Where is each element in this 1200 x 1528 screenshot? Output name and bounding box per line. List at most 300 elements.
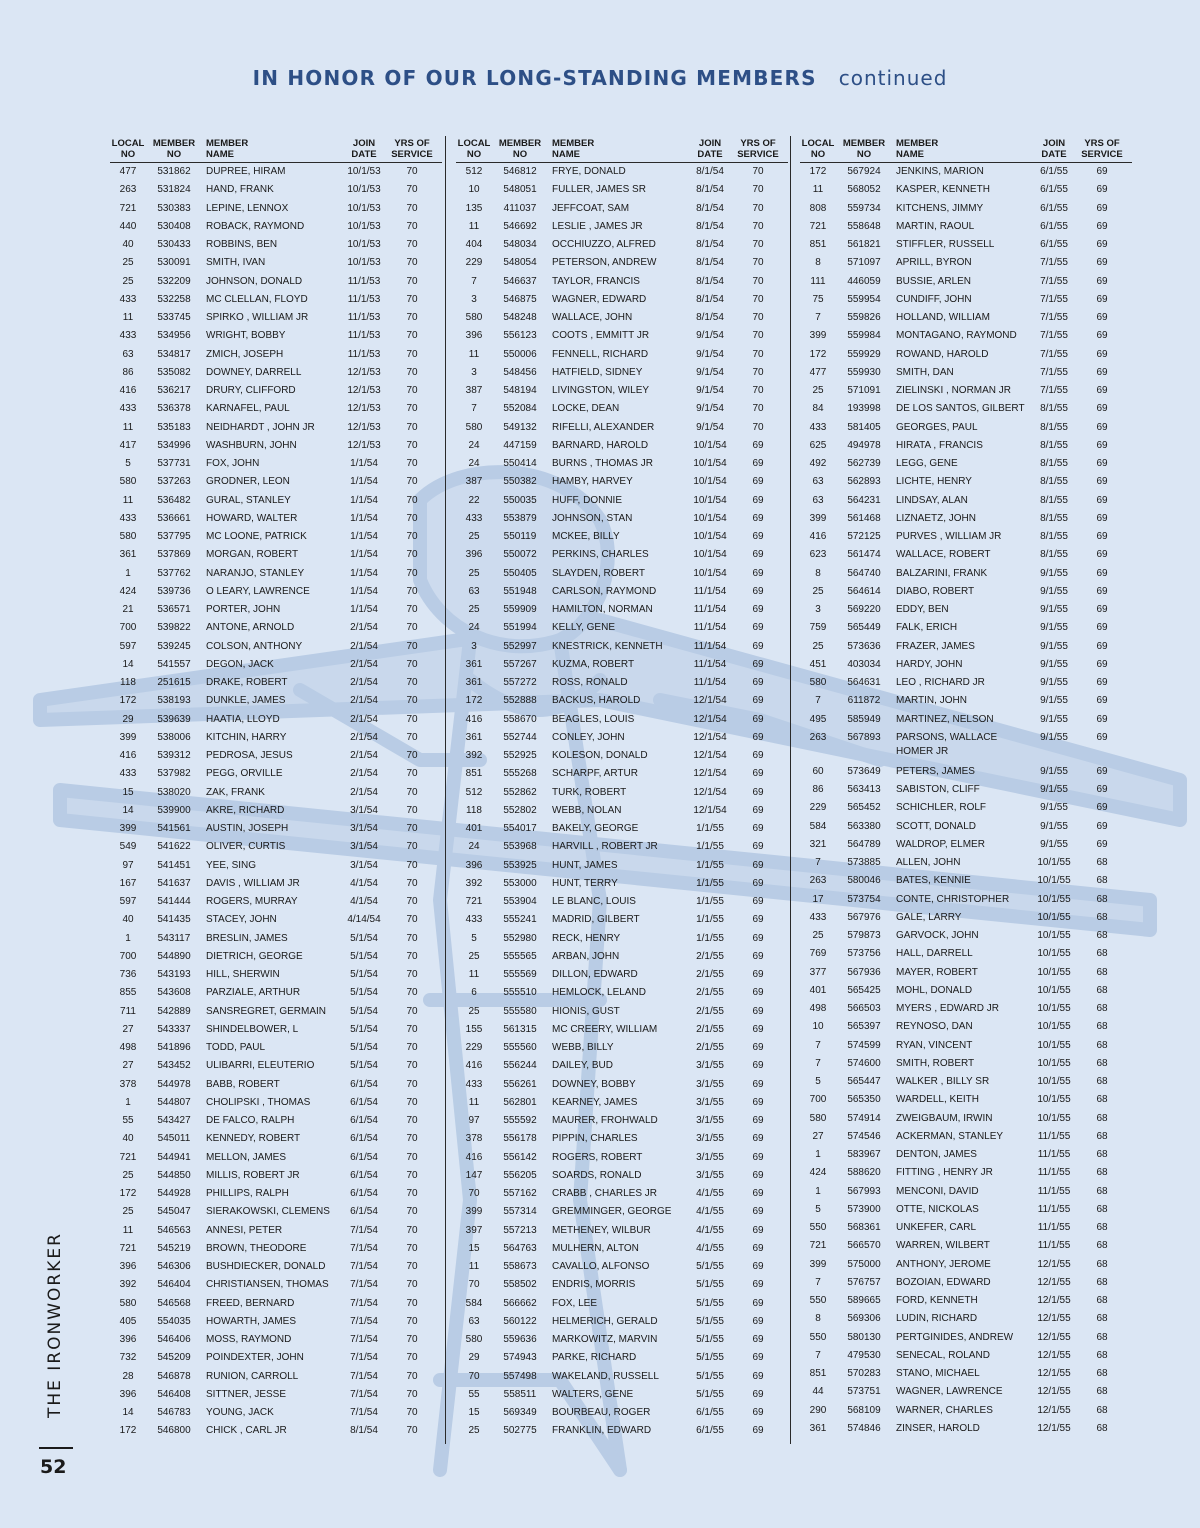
- table-row: [456, 200, 788, 218]
- local-no: 416: [119, 750, 137, 761]
- years-of-service: 68: [1096, 1057, 1108, 1069]
- member-no: 559826: [847, 312, 881, 323]
- member-no: 534996: [157, 439, 191, 451]
- table-row: [110, 1185, 442, 1203]
- years-of-service: 70: [406, 640, 418, 652]
- local-no: 361: [465, 731, 483, 743]
- member-no: 564231: [847, 494, 881, 506]
- member-name: WEBB, BILLY: [552, 1042, 614, 1053]
- table-row: [800, 982, 1132, 1000]
- years-of-service: 70: [406, 731, 418, 743]
- member-no: 533745: [157, 312, 191, 323]
- member-name: O LEARY, LAWRENCE: [206, 585, 310, 597]
- member-name: JOHNSON, DONALD: [206, 275, 303, 287]
- join-date: 4/1/55: [696, 1242, 724, 1254]
- join-date: 12/1/55: [1037, 1422, 1071, 1434]
- member-no: 537263: [157, 476, 191, 488]
- years-of-service: 70: [406, 1151, 418, 1163]
- local-no: 1: [815, 1185, 821, 1197]
- member-no: 553904: [503, 896, 537, 907]
- table-row: [110, 1039, 442, 1057]
- local-no: 11: [122, 1224, 134, 1236]
- join-date: 10/1/54: [693, 531, 727, 542]
- table-row: [110, 674, 442, 692]
- table-row: [456, 1076, 788, 1094]
- table-row: [800, 437, 1132, 455]
- local-no: 700: [119, 950, 137, 962]
- table-row: [110, 765, 442, 783]
- table-row: [800, 1183, 1132, 1201]
- years-of-service: 68: [1096, 1130, 1108, 1142]
- join-date: 5/1/54: [350, 1005, 378, 1017]
- join-date: 9/1/55: [1040, 622, 1068, 634]
- join-date: 8/1/55: [1040, 439, 1068, 451]
- table-row: [110, 1076, 442, 1094]
- member-no: 548456: [503, 366, 537, 378]
- member-name: SCHICHLER, ROLF: [896, 802, 987, 814]
- member-no: 575000: [847, 1258, 881, 1270]
- table-row: [456, 1276, 788, 1294]
- join-date: 3/1/55: [696, 1096, 724, 1108]
- member-name: ANNESI, PETER: [206, 1224, 283, 1236]
- table-row: [800, 291, 1132, 309]
- member-no: 551948: [503, 585, 537, 597]
- years-of-service: 70: [752, 385, 764, 396]
- years-of-service: 70: [752, 330, 764, 342]
- member-no: 530433: [157, 239, 191, 250]
- table-row: [800, 200, 1132, 218]
- local-no: 63: [468, 585, 480, 597]
- years-of-service: 70: [406, 914, 418, 926]
- member-no: 559954: [847, 293, 881, 305]
- table-row: [456, 1240, 788, 1258]
- member-no: 562893: [847, 476, 881, 488]
- local-no: 75: [812, 293, 824, 305]
- years-of-service: 69: [1096, 713, 1108, 725]
- member-no: 573900: [847, 1203, 881, 1215]
- member-no: 556261: [503, 1078, 537, 1090]
- table-row: [110, 1203, 442, 1221]
- join-date: 2/1/54: [350, 750, 378, 761]
- join-date: 2/1/54: [350, 786, 378, 798]
- table-body: [456, 163, 788, 1441]
- table-row: [456, 437, 788, 455]
- member-name: GURAL, STANLEY: [206, 494, 291, 506]
- member-name: HAATIA, LLOYD: [206, 713, 280, 725]
- years-of-service: 68: [1096, 966, 1108, 978]
- local-no: 25: [468, 950, 480, 962]
- join-date: 2/1/55: [696, 1023, 724, 1035]
- years-of-service: 68: [1096, 1112, 1108, 1124]
- member-name: MORGAN, ROBERT: [206, 549, 299, 561]
- years-of-service: 69: [1096, 330, 1108, 342]
- member-no: 534817: [157, 348, 191, 360]
- table-row: [456, 1057, 788, 1075]
- member-no: 446059: [847, 275, 881, 287]
- local-no: 361: [465, 677, 483, 688]
- member-name: KNESTRICK, KENNETH: [552, 640, 663, 652]
- table-row: [456, 1313, 788, 1331]
- member-no: 539312: [157, 750, 191, 761]
- years-of-service: 70: [406, 1188, 418, 1199]
- table-row: [456, 948, 788, 966]
- table-row: [800, 711, 1132, 729]
- member-name: SITTNER, JESSE: [206, 1388, 287, 1400]
- join-date: 9/1/55: [1040, 713, 1068, 725]
- member-name: APRILL, BYRON: [896, 257, 972, 269]
- local-no: 580: [465, 1334, 483, 1345]
- local-no: 580: [465, 421, 483, 433]
- years-of-service: 70: [406, 768, 418, 780]
- table-row: [456, 1331, 788, 1349]
- member-name: AKRE, RICHARD: [206, 804, 285, 816]
- header-years-of-service: [1078, 139, 1126, 160]
- local-no: 580: [119, 531, 137, 542]
- member-name: KENNEDY, ROBERT: [206, 1133, 301, 1145]
- years-of-service: 70: [406, 622, 418, 634]
- member-no: 550405: [503, 567, 537, 579]
- member-name: DOWNEY, DARRELL: [206, 366, 302, 378]
- join-date: 2/1/54: [350, 713, 378, 725]
- years-of-service: 70: [406, 1042, 418, 1053]
- table-row: [800, 1164, 1132, 1182]
- table-row: [110, 200, 442, 218]
- member-no: 573649: [847, 765, 881, 777]
- table-row: [800, 546, 1132, 564]
- member-no: 569220: [847, 604, 881, 615]
- local-no: 396: [119, 1334, 137, 1345]
- join-date: 7/1/55: [1040, 348, 1068, 360]
- join-date: 1/1/55: [696, 841, 724, 853]
- table-row: [456, 163, 788, 181]
- local-no: 5: [125, 458, 131, 469]
- table-row: [110, 437, 442, 455]
- join-date: 9/1/55: [1040, 567, 1068, 579]
- join-date: 6/1/54: [350, 1096, 378, 1108]
- member-name: MELLON, JAMES: [206, 1151, 287, 1163]
- join-date: 3/1/54: [350, 859, 378, 871]
- table-row: [110, 875, 442, 893]
- table-row: [110, 984, 442, 1002]
- join-date: 7/1/54: [350, 1242, 378, 1254]
- local-no: 8: [815, 1313, 821, 1325]
- header-member-name-line: NAME: [552, 148, 580, 160]
- local-no: 14: [122, 804, 134, 816]
- local-no: 405: [119, 1315, 137, 1327]
- member-no: 559930: [847, 366, 881, 378]
- join-date: 5/1/54: [350, 969, 378, 980]
- member-no: 539822: [157, 622, 191, 634]
- table-row: [456, 838, 788, 856]
- table-row: [800, 619, 1132, 637]
- table-row: [800, 1146, 1132, 1164]
- years-of-service: 70: [752, 348, 764, 360]
- table-row: [456, 692, 788, 710]
- join-date: 6/1/54: [350, 1115, 378, 1126]
- years-of-service: 70: [406, 896, 418, 907]
- member-no: 555268: [503, 768, 537, 780]
- join-date: 8/1/55: [1040, 494, 1068, 506]
- local-no: 63: [468, 1315, 480, 1327]
- join-date: 12/1/55: [1037, 1386, 1071, 1398]
- table-row: [800, 400, 1132, 418]
- years-of-service: 68: [1096, 1258, 1108, 1270]
- join-date: 11/1/55: [1037, 1130, 1071, 1142]
- member-name: KASPER, KENNETH: [896, 184, 990, 196]
- join-date: 7/1/54: [350, 1315, 378, 1327]
- table-row: [110, 455, 442, 473]
- member-name: KELLY, GENE: [552, 622, 615, 634]
- table-row: [456, 875, 788, 893]
- years-of-service: 70: [406, 166, 418, 177]
- member-no: 565425: [847, 984, 881, 996]
- local-no: 387: [465, 476, 483, 488]
- join-date: 11/1/55: [1037, 1167, 1071, 1179]
- years-of-service: 70: [406, 1224, 418, 1236]
- header-years-of-service-line: YRS OF: [394, 138, 430, 149]
- table-row: [110, 1167, 442, 1185]
- member-name: MILLIS, ROBERT JR: [206, 1169, 300, 1181]
- member-name: MULHERN, ALTON: [552, 1242, 639, 1254]
- member-name: WAGNER, EDWARD: [552, 293, 647, 305]
- table-row: [456, 583, 788, 601]
- years-of-service: 70: [752, 184, 764, 196]
- local-no: 580: [465, 312, 483, 323]
- table-row: [800, 836, 1132, 854]
- table-row: [456, 419, 788, 437]
- local-no: 10: [468, 184, 480, 196]
- years-of-service: 69: [752, 1297, 764, 1309]
- years-of-service: 69: [1096, 802, 1108, 814]
- join-date: 12/1/54: [693, 786, 727, 798]
- member-name: HUFF, DONNIE: [552, 494, 622, 506]
- member-no: 531862: [157, 166, 191, 177]
- member-no: 536217: [157, 385, 191, 396]
- years-of-service: 69: [752, 804, 764, 816]
- join-date: 5/1/55: [696, 1352, 724, 1364]
- table-row: [800, 1128, 1132, 1146]
- member-name: BROWN, THEODORE: [206, 1242, 307, 1254]
- member-name: MARTIN, JOHN: [896, 695, 967, 707]
- join-date: 12/1/55: [1037, 1258, 1071, 1270]
- member-name: CHOLIPSKI , THOMAS: [206, 1096, 311, 1108]
- member-name: ARBAN, JOHN: [552, 950, 620, 962]
- table-row: [456, 181, 788, 199]
- local-no: 433: [119, 512, 137, 524]
- join-date: 11/1/54: [693, 622, 727, 634]
- join-date: 2/1/54: [350, 695, 378, 707]
- join-date: 10/1/53: [347, 220, 381, 232]
- member-name: HALL, DARRELL: [896, 948, 973, 960]
- member-name: CAVALLO, ALFONSO: [552, 1261, 650, 1272]
- header-join-date: [340, 139, 388, 160]
- member-name: WARNER, CHARLES: [896, 1404, 993, 1416]
- join-date: 10/1/54: [693, 512, 727, 524]
- local-no: 28: [122, 1370, 134, 1382]
- local-no: 17: [812, 893, 824, 905]
- header-years-of-service-line: YRS OF: [1084, 138, 1120, 149]
- header-member-name-line: NAME: [206, 148, 234, 160]
- years-of-service: 69: [752, 1352, 764, 1364]
- join-date: 7/1/54: [350, 1261, 378, 1272]
- years-of-service: 69: [1096, 293, 1108, 305]
- local-no: 263: [809, 875, 827, 887]
- years-of-service: 68: [1096, 857, 1108, 868]
- join-date: 10/1/55: [1037, 930, 1071, 941]
- years-of-service: 69: [752, 458, 764, 469]
- years-of-service: 70: [752, 403, 764, 415]
- join-date: 10/1/55: [1037, 893, 1071, 905]
- years-of-service: 69: [1096, 275, 1108, 287]
- member-no: 543608: [157, 987, 191, 999]
- years-of-service: 69: [752, 1370, 764, 1382]
- member-name: ZINSER, HAROLD: [896, 1422, 980, 1434]
- local-no: 550: [809, 1222, 827, 1233]
- member-name: PEGG, ORVILLE: [206, 768, 283, 780]
- member-no: 546404: [157, 1279, 191, 1291]
- years-of-service: 70: [752, 239, 764, 250]
- header-local-no: [456, 139, 492, 160]
- table-row: [110, 1386, 442, 1404]
- join-date: 3/1/54: [350, 804, 378, 816]
- member-no: 559929: [847, 348, 881, 360]
- table-row: [110, 1112, 442, 1130]
- join-date: 7/1/54: [350, 1279, 378, 1291]
- join-date: 1/1/55: [696, 877, 724, 889]
- member-name: HARDY, JOHN: [896, 658, 963, 670]
- table-row: [456, 1094, 788, 1112]
- member-name: FENNELL, RICHARD: [552, 348, 649, 360]
- years-of-service: 68: [1096, 875, 1108, 887]
- member-no: 557314: [503, 1206, 537, 1218]
- years-of-service: 70: [752, 202, 764, 214]
- table-row: [456, 1130, 788, 1148]
- member-no: 539736: [157, 585, 191, 597]
- local-no: 396: [465, 859, 483, 871]
- local-no: 580: [119, 476, 137, 488]
- header-local-no-line: NO: [466, 148, 482, 160]
- local-no: 147: [465, 1169, 483, 1181]
- years-of-service: 68: [1096, 1331, 1108, 1343]
- years-of-service: 70: [406, 1169, 418, 1181]
- join-date: 2/1/54: [350, 768, 378, 780]
- member-name: ALLEN, JOHN: [896, 857, 961, 868]
- local-no: 172: [119, 695, 137, 707]
- local-no: 5: [471, 932, 477, 944]
- local-no: 11: [122, 312, 134, 323]
- member-no: 551994: [503, 622, 537, 634]
- local-no: 732: [119, 1352, 137, 1364]
- member-name: CHICK , CARL JR: [206, 1425, 287, 1437]
- years-of-service: 69: [1096, 784, 1108, 795]
- local-no: 700: [809, 1094, 827, 1106]
- header-member-name-line: MEMBER: [206, 138, 249, 149]
- member-no: 585949: [847, 713, 881, 725]
- local-no: 855: [119, 987, 137, 999]
- member-name: WRIGHT, BOBBY: [206, 330, 286, 342]
- years-of-service: 69: [752, 585, 764, 597]
- table-row: [456, 254, 788, 272]
- years-of-service: 69: [1096, 257, 1108, 269]
- member-name: STIFFLER, RUSSELL: [896, 239, 995, 250]
- member-name: MOSS, RAYMOND: [206, 1334, 292, 1345]
- member-no: 548051: [503, 184, 537, 196]
- join-date: 9/1/55: [1040, 677, 1068, 688]
- join-date: 12/1/55: [1037, 1404, 1071, 1416]
- join-date: 11/1/54: [693, 640, 727, 652]
- years-of-service: 69: [752, 677, 764, 688]
- member-no: 571097: [847, 257, 881, 269]
- member-name: POINDEXTER, JOHN: [206, 1352, 304, 1364]
- member-no: 557498: [503, 1370, 537, 1382]
- table-row: [800, 510, 1132, 528]
- member-no: 562739: [847, 458, 881, 469]
- join-date: 12/1/55: [1037, 1331, 1071, 1343]
- table-row: [110, 1368, 442, 1386]
- member-no: 546812: [503, 166, 537, 177]
- join-date: 3/1/55: [696, 1078, 724, 1090]
- local-no: 25: [812, 385, 824, 396]
- table-row: [456, 1021, 788, 1039]
- member-name: ENDRIS, MORRIS: [552, 1279, 636, 1291]
- years-of-service: 70: [406, 823, 418, 834]
- years-of-service: 70: [406, 202, 418, 214]
- years-of-service: 69: [1096, 820, 1108, 832]
- local-no: 433: [119, 768, 137, 780]
- table-row: [110, 254, 442, 272]
- join-date: 3/1/55: [696, 1060, 724, 1072]
- table-row: [456, 729, 788, 747]
- join-date: 10/1/55: [1037, 1094, 1071, 1106]
- member-name: SOARDS, RONALD: [552, 1169, 642, 1181]
- member-name: HUNT, JAMES: [552, 859, 618, 871]
- member-name: PARKE, RICHARD: [552, 1352, 637, 1364]
- local-no: 25: [468, 1005, 480, 1017]
- member-name: MARKOWITZ, MARVIN: [552, 1334, 658, 1345]
- member-no: 541451: [157, 859, 191, 871]
- local-no: 11: [468, 969, 480, 980]
- continued-label: continued: [838, 66, 948, 90]
- member-no: 559636: [503, 1334, 537, 1345]
- local-no: 7: [815, 1349, 821, 1361]
- years-of-service: 70: [406, 1352, 418, 1364]
- header-member-no: [146, 139, 202, 160]
- local-no: 25: [468, 531, 480, 542]
- table-row: [110, 1094, 442, 1112]
- table-row: [800, 763, 1132, 781]
- member-no: 532209: [157, 275, 191, 287]
- years-of-service: 69: [1096, 239, 1108, 250]
- years-of-service: 69: [752, 1060, 764, 1072]
- years-of-service: 68: [1096, 1167, 1108, 1179]
- join-date: 11/1/53: [347, 348, 381, 360]
- member-name: DRURY, CLIFFORD: [206, 385, 296, 396]
- table-row: [110, 1404, 442, 1422]
- years-of-service: 70: [406, 877, 418, 889]
- member-no: 564614: [847, 585, 881, 597]
- join-date: 11/1/55: [1037, 1240, 1071, 1252]
- years-of-service: 69: [752, 731, 764, 743]
- member-no: 583967: [847, 1149, 881, 1160]
- table-row: [110, 327, 442, 345]
- header-member-no: [492, 139, 548, 160]
- member-no: 543193: [157, 969, 191, 980]
- local-no: 399: [809, 330, 827, 342]
- member-no: 589665: [847, 1295, 881, 1306]
- local-no: 118: [466, 804, 482, 816]
- table-row: [110, 820, 442, 838]
- header-member-name-line: MEMBER: [896, 138, 939, 149]
